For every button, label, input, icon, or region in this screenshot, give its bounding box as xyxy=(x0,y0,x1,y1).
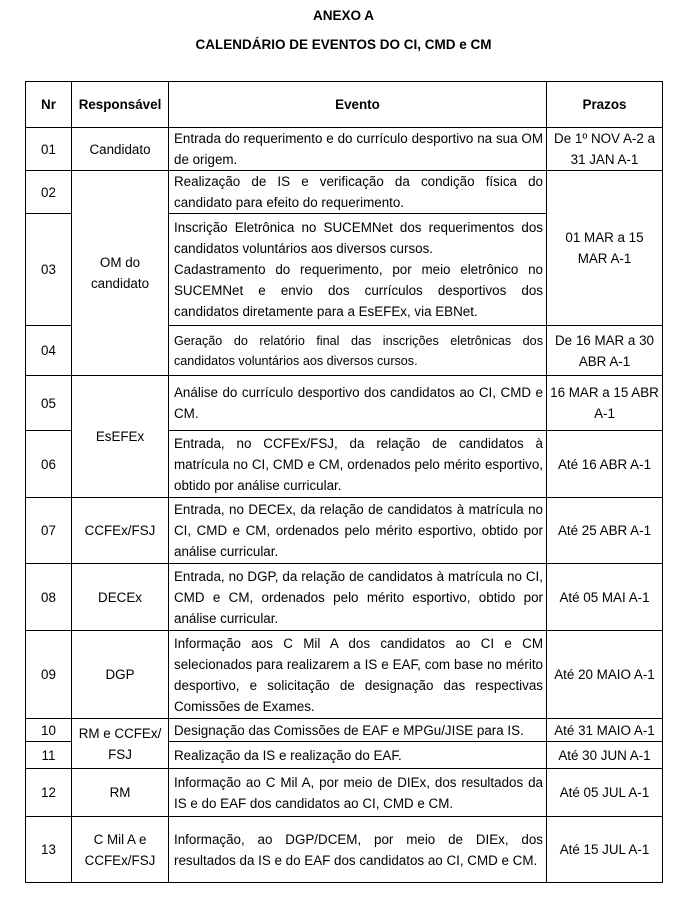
event-cell: Informação, ao DGP/DCEM, por meio de DIEx, dos resultados da IS e do EAF dos candidatos ao CI, CMD e CM. xyxy=(169,817,547,883)
row-number: 07 xyxy=(26,498,72,564)
row-number: 06 xyxy=(26,431,72,498)
table-row xyxy=(26,128,663,171)
table-row xyxy=(26,498,663,564)
event-cell: Informação ao C Mil A, por meio de DIEx, dos resultados da IS e do EAF dos candidatos ao CI, CMD e CM. xyxy=(169,769,547,817)
document-title: CALENDÁRIO DE EVENTOS DO CI, CMD e CM xyxy=(195,37,492,52)
deadline-cell: Até 05 MAI A-1 xyxy=(547,564,663,631)
deadline-cell: De 1º NOV A-2 a 31 JAN A-1 xyxy=(547,128,663,171)
row-number: 01 xyxy=(26,128,72,171)
event-cell: Entrada do requerimento e do currículo desportivo na sua OM de origem. xyxy=(169,128,547,171)
deadline-cell: Até 05 JUL A-1 xyxy=(547,769,663,817)
deadline-cell: De 16 MAR a 30 ABR A-1 xyxy=(547,326,663,376)
responsible-cell: CCFEx/FSJ xyxy=(72,498,169,564)
row-number: 10 xyxy=(26,719,72,742)
table-header-row xyxy=(26,82,663,128)
table-row xyxy=(26,719,663,742)
event-cell xyxy=(169,214,547,326)
row-number: 02 xyxy=(26,171,72,214)
responsible-cell: RM xyxy=(72,769,169,817)
responsible-cell: RM e CCFEx/ FSJ xyxy=(72,719,169,769)
table-row xyxy=(26,376,663,431)
row-number: 09 xyxy=(26,631,72,719)
row-number: 04 xyxy=(26,326,72,376)
deadline-cell: Até 30 JUN A-1 xyxy=(547,742,663,769)
responsible-cell: OM do candidato xyxy=(72,171,169,376)
event-cell: Realização da IS e realização do EAF. xyxy=(169,742,547,769)
deadline-cell: Até 15 JUL A-1 xyxy=(547,817,663,883)
row-number: 12 xyxy=(26,769,72,817)
row-number: 13 xyxy=(26,817,72,883)
event-cell: Entrada, no DECEx, da relação de candidatos à matrícula no CI, CMD e CM, ordenados pelo mérito esportivo, obtido por análise curricular. xyxy=(169,498,547,564)
table-row xyxy=(26,171,663,214)
row-number: 08 xyxy=(26,564,72,631)
events-calendar-table xyxy=(25,81,663,883)
deadline-cell: Até 16 ABR A-1 xyxy=(547,431,663,498)
deadline-cell: 01 MAR a 15 MAR A-1 xyxy=(547,171,663,326)
event-cell: Análise do currículo desportivo dos candidatos ao CI, CMD e CM. xyxy=(169,376,547,431)
event-cell: Entrada, no CCFEx/FSJ, da relação de candidatos à matrícula no CI, CMD e CM, ordenados pelo mérito esportivo, obtido por análise curricular. xyxy=(169,431,547,498)
responsible-cell: EsEFEx xyxy=(72,376,169,498)
event-cell: Geração do relatório final das inscrições eletrônicas dos candidatos voluntários aos diversos cursos. xyxy=(169,326,547,376)
responsible-cell: DGP xyxy=(72,631,169,719)
table-row xyxy=(26,817,663,883)
responsible-cell: Candidato xyxy=(72,128,169,171)
annex-label: ANEXO A xyxy=(312,8,374,23)
event-cell: Informação aos C Mil A dos candidatos ao CI e CM selecionados para realizarem a IS e EAF, com base no mérito desportivo, e solicitação de designação das respectivas Comissões de Exames. xyxy=(169,631,547,719)
row-number: 05 xyxy=(26,376,72,431)
table-row xyxy=(26,631,663,719)
header-nr: Nr xyxy=(26,82,72,128)
event-cell: Realização de IS e verificação da condição física do candidato para efeito do requerimento. xyxy=(169,171,547,214)
header-deadline: Prazos xyxy=(547,82,663,128)
responsible-cell: C Mil A e CCFEx/FSJ xyxy=(72,817,169,883)
row-number: 03 xyxy=(26,214,72,326)
event-paragraph: Cadastramento do requerimento, por meio eletrônico no SUCEMNet e envio dos currículos desportivos dos candidatos diretamente para a EsEFEx, via EBNet. xyxy=(174,262,543,319)
header-event: Evento xyxy=(169,82,547,128)
deadline-cell: Até 31 MAIO A-1 xyxy=(547,719,663,742)
table-row xyxy=(26,564,663,631)
deadline-cell: Até 25 ABR A-1 xyxy=(547,498,663,564)
row-number: 11 xyxy=(26,742,72,769)
responsible-cell: DECEx xyxy=(72,564,169,631)
table-row xyxy=(26,769,663,817)
event-cell: Designação das Comissões de EAF e MPGu/JISE para IS. xyxy=(169,719,547,742)
header-responsible: Responsável xyxy=(72,82,169,128)
event-paragraph: Inscrição Eletrônica no SUCEMNet dos requerimentos dos candidatos voluntários aos diversos cursos. xyxy=(174,220,543,256)
deadline-cell: 16 MAR a 15 ABR A-1 xyxy=(547,376,663,431)
event-cell: Entrada, no DGP, da relação de candidatos à matrícula no CI, CMD e CM, ordenados pelo mérito esportivo, obtido por análise curricular. xyxy=(169,564,547,631)
deadline-cell: Até 20 MAIO A-1 xyxy=(547,631,663,719)
